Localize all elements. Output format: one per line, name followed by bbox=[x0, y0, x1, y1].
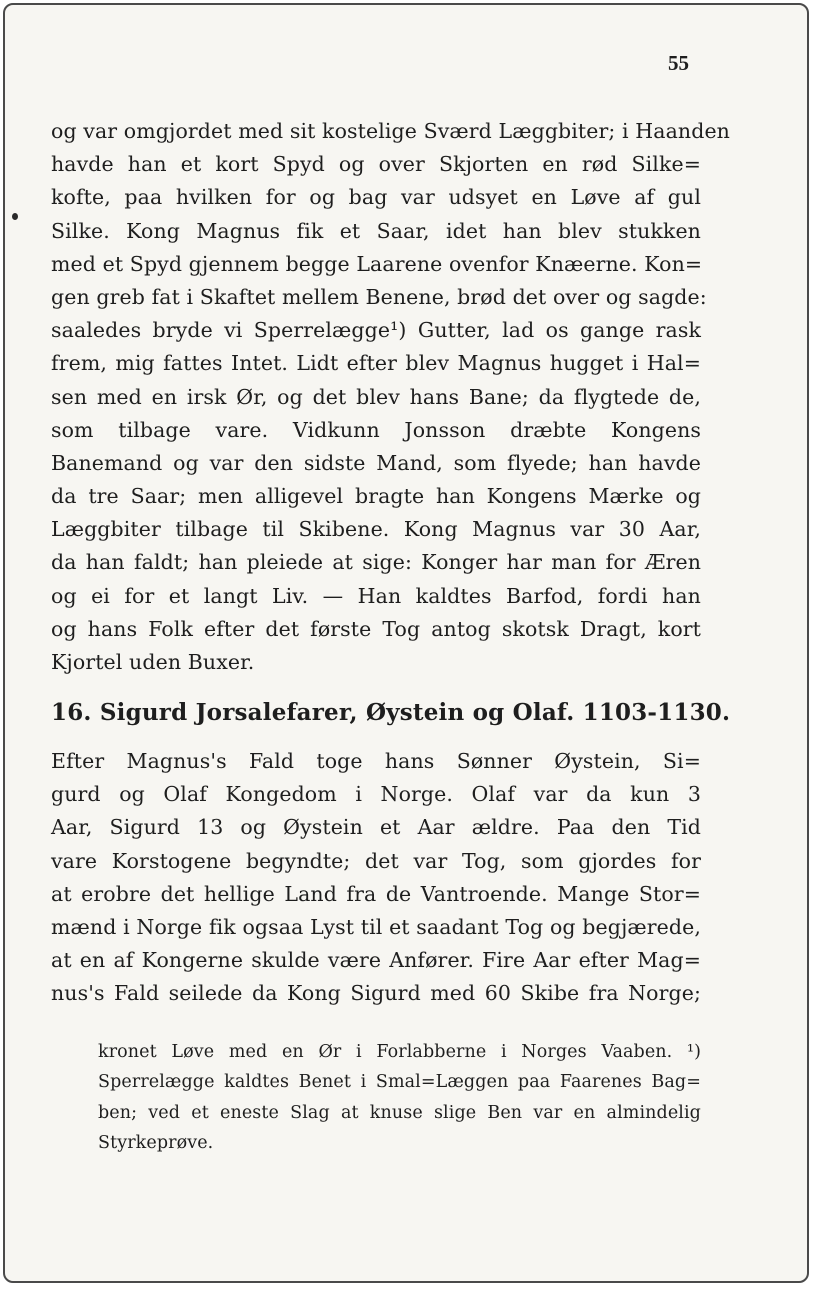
text-line: Kjortel uden Buxer. bbox=[51, 650, 255, 674]
text-line: som tilbage vare. Vidkunn Jonsson dræbte Kongens bbox=[51, 417, 701, 442]
text-line: sen med en irsk Ør, og det blev hans Bane; da flygtede de, bbox=[51, 384, 701, 409]
text-line: havde han et kort Spyd og over Skjorten en rød Silke= bbox=[51, 152, 701, 177]
text-line: at erobre det hellige Land fra de Vantroende. Mange Stor= bbox=[51, 881, 701, 906]
text-line: vare Korstogene begyndte; det var Tog, som gjordes for bbox=[51, 848, 701, 873]
page-number: 55 bbox=[668, 51, 689, 75]
text-line: gurd og Olaf Kongedom i Norge. Olaf var da kun 3 bbox=[51, 782, 701, 807]
text-line: frem, mig fattes Intet. Lidt efter blev Magnus hugget i Hal= bbox=[51, 351, 701, 376]
text-line: Banemand og var den sidste Mand, som flyede; han havde bbox=[51, 450, 701, 475]
book-page bbox=[3, 3, 809, 1283]
footnote-line: kronet Løve med en Ør i Forlabberne i Norges Vaaben. ¹) bbox=[98, 1042, 701, 1062]
text-line: Silke. Kong Magnus fik et Saar, idet han blev stukken bbox=[51, 218, 701, 243]
text-line: da tre Saar; men alligevel bragte han Kongens Mærke og bbox=[51, 484, 701, 509]
footnote bbox=[98, 1037, 701, 1159]
footnote-line: ben; ved et eneste Slag at knuse slige Ben var en almindelig bbox=[98, 1102, 701, 1123]
text-line: med et Spyd gjennem begge Laarene ovenfor Knæerne. Kon= bbox=[51, 251, 703, 276]
main-paragraph bbox=[51, 115, 730, 679]
section-paragraph bbox=[51, 745, 701, 1011]
text-line: at en af Kongerne skulde være Anfører. Fire Aar efter Mag= bbox=[51, 948, 701, 973]
footnote-line: Styrkeprøve. bbox=[98, 1133, 214, 1154]
text-line: og ei for et langt Liv. — Han kaldtes Barfod, fordi han bbox=[51, 583, 701, 608]
text-line: mænd i Norge fik ogsaa Lyst til et saadant Tog og begjærede, bbox=[51, 914, 701, 939]
text-line: Aar, Sigurd 13 og Øystein et Aar ældre. Paa den Tid bbox=[51, 815, 701, 840]
text-line: og hans Folk efter det første Tog antog skotsk Dragt, kort bbox=[51, 616, 701, 641]
section-heading: 16. Sigurd Jorsalefarer, Øystein og Olaf. 1103-1130. bbox=[51, 699, 731, 726]
footnote-line: Sperrelægge kaldtes Benet i Smal=Læggen paa Faarenes Bag= bbox=[98, 1072, 701, 1093]
text-line: kofte, paa hvilken for og bag var udsyet en Løve af gul bbox=[51, 185, 701, 210]
text-line: saaledes bryde vi Sperrelægge¹) Gutter, lad os gange rask bbox=[51, 318, 701, 343]
text-line: nus's Fald seilede da Kong Sigurd med 60 Skibe fra Norge; bbox=[51, 981, 701, 1006]
text-line: Efter Magnus's Fald toge hans Sønner Øystein, Si= bbox=[51, 749, 701, 773]
text-line: Læggbiter tilbage til Skibene. Kong Magnus var 30 Aar, bbox=[51, 517, 701, 542]
text-line: da han faldt; han pleiede at sige: Konger har man for Æren bbox=[51, 550, 701, 575]
ink-spot bbox=[12, 213, 18, 220]
text-line: og var omgjordet med sit kostelige Sværd Læggbiter; i Haanden bbox=[51, 119, 730, 143]
text-line: gen greb fat i Skaftet mellem Benene, brød det over og sagde: bbox=[51, 284, 707, 309]
